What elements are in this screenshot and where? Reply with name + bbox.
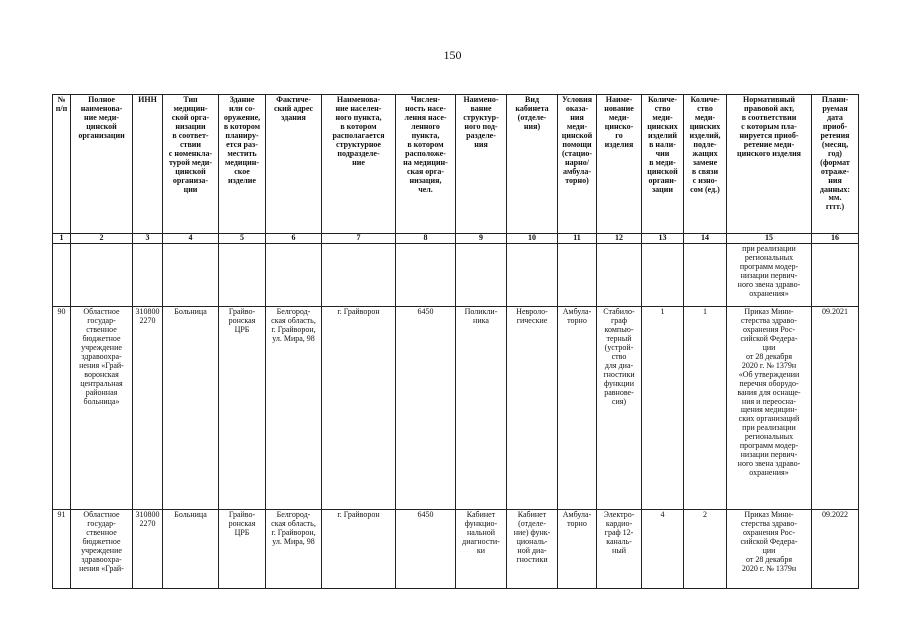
column-number: 11 <box>558 234 597 244</box>
qty-available: 4 <box>642 510 684 589</box>
purchase-date: 09.2021 <box>812 307 859 510</box>
qty-available: 1 <box>642 307 684 510</box>
table-header-row <box>53 95 859 234</box>
page-number: 150 <box>443 48 462 62</box>
population-value: 6450 <box>396 510 456 589</box>
care-conditions: Амбула- торно <box>558 307 597 510</box>
header-cell-building: Здание или со- оружение, в котором планиру- ется раз- местить медицин- ское изделие <box>219 95 266 234</box>
header-cell-cabinet: Вид кабинета (отделе- ния) <box>507 95 558 234</box>
legal-act-continuation: при реализации региональных программ модер- низации первич- ного звена здраво- охранения» <box>727 244 812 307</box>
building-name: Грайво- ронская ЦРБ <box>219 307 266 510</box>
empty-cell <box>71 244 133 307</box>
column-number: 4 <box>163 234 219 244</box>
population-value: 6450 <box>396 307 456 510</box>
empty-cell <box>219 244 266 307</box>
org-type: Больница <box>163 307 219 510</box>
column-number: 16 <box>812 234 859 244</box>
header-cell-conditions: Условия оказа- ния меди- цинской помощи (стацио- нарно/ амбула- торно) <box>558 95 597 234</box>
equipment-table <box>52 94 859 589</box>
table-row <box>53 307 859 510</box>
column-number: 14 <box>684 234 727 244</box>
empty-cell <box>684 244 727 307</box>
header-cell-address: Фактиче- ский адрес здания <box>266 95 322 234</box>
unit-name: Кабинет функцио- нальной диагности- ки <box>456 510 507 589</box>
organization-name: Областное государ- ственное бюджетное учреждение здравоохра- нения «Грай- <box>71 510 133 589</box>
empty-cell <box>163 244 219 307</box>
header-cell-unit: Наимено- вание структур- ного под- разделе- ния <box>456 95 507 234</box>
unit-name: Поликли- ника <box>456 307 507 510</box>
column-number: 5 <box>219 234 266 244</box>
column-number: 13 <box>642 234 684 244</box>
empty-cell <box>812 244 859 307</box>
header-cell-inn: ИНН <box>133 95 163 234</box>
header-cell-date: Плани- руемая дата приоб- ретения (месяц, год) (формат отраже- ния данных: мм. гггг.) <box>812 95 859 234</box>
cabinet-type: Кабинет (отделе- ние) функ- циональ- ной диа- гностики <box>507 510 558 589</box>
header-cell-org-type: Тип медицин- ской орга- низации в соответ- ствии с номенкла- турой меди- цинской организа- ции <box>163 95 219 234</box>
empty-cell <box>133 244 163 307</box>
device-name: Электро- кардио- граф 12- каналь- ный <box>597 510 642 589</box>
empty-cell <box>642 244 684 307</box>
column-number-row <box>53 234 859 244</box>
row-number: 91 <box>53 510 71 589</box>
empty-cell <box>507 244 558 307</box>
header-cell-qty-have: Количе- ство меди- цинских изделий в нали- чии в меди- цинской органи- зации <box>642 95 684 234</box>
header-cell-number: № п/п <box>53 95 71 234</box>
header-cell-device: Наиме- нование меди- цинско- го изделия <box>597 95 642 234</box>
cabinet-type: Невроло- гические <box>507 307 558 510</box>
column-number: 7 <box>322 234 396 244</box>
column-number: 10 <box>507 234 558 244</box>
table-row <box>53 510 859 589</box>
locality-name: г. Грайворон <box>322 510 396 589</box>
continuation-row <box>53 244 859 307</box>
row-number: 90 <box>53 307 71 510</box>
header-cell-qty-replace: Количе- ство меди- цинских изделий, подле- жащих замене в связи с изно- сом (ед.) <box>684 95 727 234</box>
column-number: 9 <box>456 234 507 244</box>
column-number: 3 <box>133 234 163 244</box>
qty-to-replace: 1 <box>684 307 727 510</box>
device-name: Стабило- граф компью- терный (устрой- ство для диа- гностики функции равнове- сия) <box>597 307 642 510</box>
qty-to-replace: 2 <box>684 510 727 589</box>
empty-cell <box>322 244 396 307</box>
empty-cell <box>53 244 71 307</box>
column-number: 15 <box>727 234 812 244</box>
empty-cell <box>396 244 456 307</box>
column-number: 1 <box>53 234 71 244</box>
column-number: 2 <box>71 234 133 244</box>
empty-cell <box>456 244 507 307</box>
building-name: Грайво- ронская ЦРБ <box>219 510 266 589</box>
building-address: Белгород- ская область, г. Грайворон, ул. Мира, 98 <box>266 510 322 589</box>
header-cell-locality: Наименова- ние населен- ного пункта, в котором располагается структурное подразделе- ние <box>322 95 396 234</box>
org-type: Больница <box>163 510 219 589</box>
empty-cell <box>558 244 597 307</box>
inn-value: 310800 2270 <box>133 510 163 589</box>
empty-cell <box>266 244 322 307</box>
header-cell-organization: Полное наименова- ние меди- цинской организации <box>71 95 133 234</box>
column-number: 6 <box>266 234 322 244</box>
inn-value: 310800 2270 <box>133 307 163 510</box>
column-number: 12 <box>597 234 642 244</box>
header-cell-legal-act: Нормативный правовой акт, в соответствии с которым пла- нируется приоб- ретение меди- цинского изделия <box>727 95 812 234</box>
building-address: Белгород- ская область, г. Грайворон, ул. Мира, 98 <box>266 307 322 510</box>
legal-act: Приказ Мини- стерства здраво- охранения Рос- сийской Федера- ции от 28 декабря 2020 г. № 1379н «Об утверждении перечня оборудо- вания для оснаще- ния и переосна- щения медицин- ских организаций при реализации региональных программ модер- низации первич- ного звена здраво- охранения» <box>727 307 812 510</box>
care-conditions: Амбула- торно <box>558 510 597 589</box>
purchase-date: 09.2022 <box>812 510 859 589</box>
header-cell-population: Числен- ность насе- ления насе- ленного пункта, в котором расположе- на медицин- ская орга- низация, чел. <box>396 95 456 234</box>
empty-cell <box>597 244 642 307</box>
organization-name: Областное государ- ственное бюджетное учреждение здравоохра- нения «Грай- воронская центральная районная больница» <box>71 307 133 510</box>
column-number: 8 <box>396 234 456 244</box>
locality-name: г. Грайворон <box>322 307 396 510</box>
legal-act: Приказ Мини- стерства здраво- охранения Рос- сийской Федера- ции от 28 декабря 2020 г. № 1379н <box>727 510 812 589</box>
